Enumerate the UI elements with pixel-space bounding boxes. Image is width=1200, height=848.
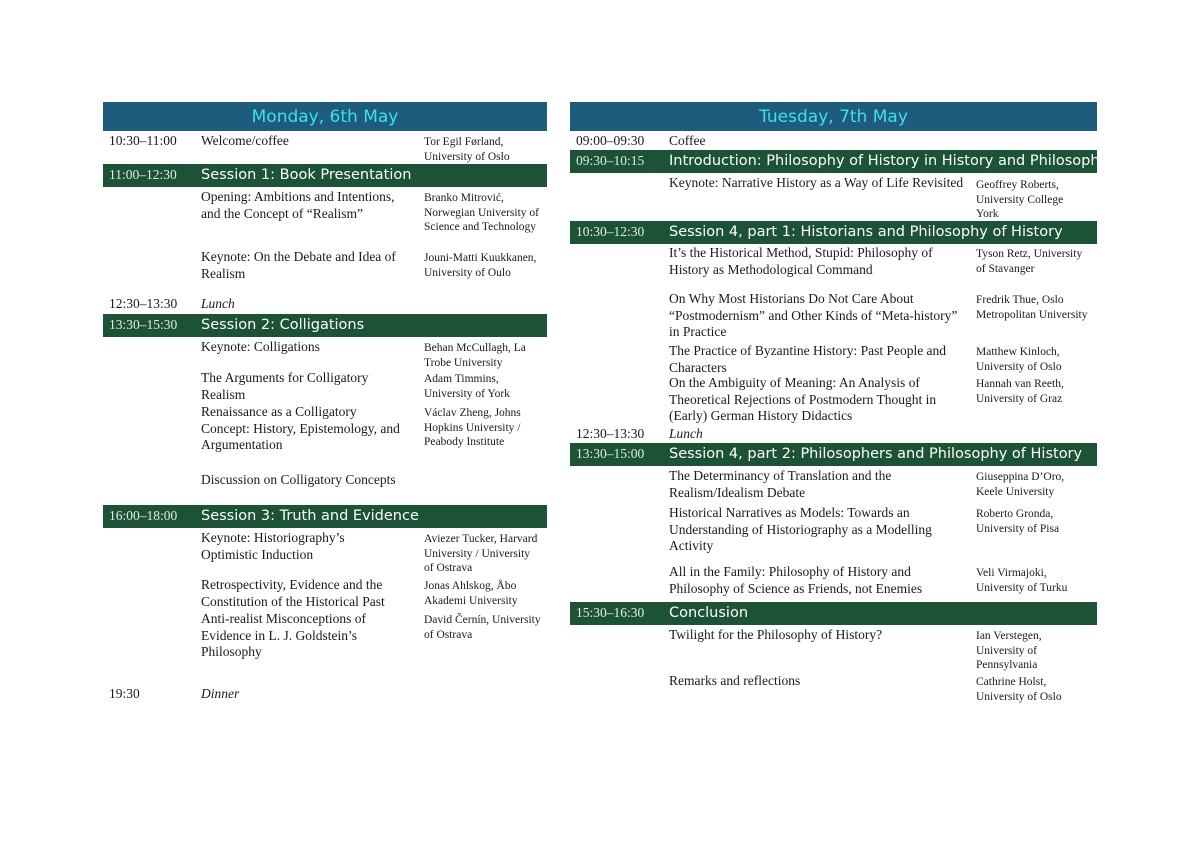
speaker: Tor Egil Førland, University of Oslo (424, 136, 510, 163)
speaker: Tyson Retz, University of Stavanger (976, 248, 1083, 275)
item-title: Historical Narratives as Models: Towards an Understanding of Historiography as a Modelling Activity (669, 505, 932, 553)
session-time: 09:30–10:15 (576, 153, 645, 168)
session-time: 15:30–16:30 (576, 605, 645, 620)
speaker: Hannah van Reeth, University of Graz (976, 378, 1064, 405)
speaker: Roberto Gronda, University of Pisa (976, 508, 1060, 535)
time-slot: 10:30–11:00 (109, 133, 177, 148)
session-header (570, 443, 1097, 466)
speaker: Cathrine Holst, University of Oslo (976, 676, 1062, 703)
speaker: Behan McCullagh, La Trobe University (424, 342, 526, 369)
item-title: Remarks and reflections (669, 673, 801, 688)
item-title: Opening: Ambitions and Intentions, and the Concept of “Realism” (201, 189, 395, 221)
session-time: 13:30–15:30 (109, 317, 178, 332)
session-time: 13:30–15:00 (576, 446, 645, 461)
item-title: The Practice of Byzantine History: Past People and Characters (669, 343, 947, 375)
item-title: The Determinancy of Translation and the Realism/Idealism Debate (669, 468, 892, 500)
item-title: Anti-realist Misconceptions of Evidence in L. J. Goldstein’s Philosophy (201, 611, 366, 659)
speaker: Ian Verstegen, University of Pennsylvania (976, 630, 1042, 671)
session-header (103, 314, 547, 337)
item-title: Twilight for the Philosophy of History? (669, 627, 883, 642)
speaker: Fredrik Thue, Oslo Metropolitan University (976, 294, 1088, 321)
speaker: Giuseppina D’Oro, Keele University (976, 471, 1065, 498)
day-heading: Tuesday, 7th May (570, 102, 1097, 131)
item-title: Keynote: Historiography’s Optimistic Induction (201, 530, 345, 562)
speaker: Matthew Kinloch, University of Oslo (976, 346, 1062, 373)
session-title: Session 1: Book Presentation (201, 167, 412, 183)
session-title: Session 2: Colligations (201, 317, 365, 333)
session-title: Session 4, part 1: Historians and Philosophy of History (669, 224, 1063, 240)
item-title: Welcome/coffee (201, 133, 289, 148)
monday-schedule (103, 102, 547, 701)
item-title: It’s the Historical Method, Stupid: Philosophy of History as Methodological Command (669, 245, 933, 277)
item-title: Keynote: On the Debate and Idea of Realism (201, 249, 396, 281)
speaker: Aviezer Tucker, Harvard University / University of Ostrava (424, 533, 538, 574)
item-title: Keynote: Narrative History as a Way of Life Revisited (669, 175, 964, 190)
speaker: Branko Mitrović, Norwegian University of Science and Technology (424, 192, 539, 233)
time-slot: 09:00–09:30 (576, 133, 645, 148)
session-time: 16:00–18:00 (109, 508, 178, 523)
item-title: On the Ambiguity of Meaning: An Analysis of Theoretical Rejections of Postmodern Thought in (Early) German History Didactics (669, 375, 937, 423)
item-title: Keynote: Colligations (201, 339, 320, 354)
session-time: 10:30–12:30 (576, 224, 645, 239)
time-slot: 12:30–13:30 (109, 296, 178, 311)
item-title: Lunch (669, 426, 703, 441)
session-title: Session 4, part 2: Philosophers and Philosophy of History (669, 446, 1083, 462)
session-title: Conclusion (669, 605, 749, 621)
item-title: Coffee (669, 133, 706, 148)
speaker: Jonas Ahlskog, Åbo Akademi University (424, 580, 518, 607)
speaker: Jouni-Matti Kuukkanen, University of Oulo (424, 252, 537, 279)
session-header (103, 505, 547, 528)
item-title: Dinner (201, 686, 240, 701)
session-header (570, 150, 1109, 173)
tuesday-schedule (570, 102, 1109, 703)
time-slot: 12:30–13:30 (576, 426, 645, 441)
item-title: All in the Family: Philosophy of History and Philosophy of Science as Friends, not Enemies (669, 564, 923, 596)
session-title: Introduction: Philosophy of History in History and Philosophy (669, 153, 1109, 169)
session-header (570, 602, 1097, 625)
session-header (570, 221, 1097, 244)
session-header (103, 164, 547, 187)
speaker: Václav Zheng, Johns Hopkins University / Peabody Institute (424, 407, 521, 448)
speaker: Geoffrey Roberts, University College York (976, 179, 1064, 220)
item-title: Discussion on Colligatory Concepts (201, 472, 396, 487)
item-title: The Arguments for Colligatory Realism (201, 370, 369, 402)
item-title: Retrospectivity, Evidence and the Constitution of the Historical Past (201, 577, 385, 609)
item-title: Renaissance as a Colligatory Concept: History, Epistemology, and Argumentation (201, 404, 400, 452)
day-heading: Monday, 6th May (103, 102, 547, 131)
speaker: David Černín, University of Ostrava (424, 614, 541, 641)
session-time: 11:00–12:30 (109, 167, 177, 182)
speaker: Adam Timmins, University of York (424, 373, 510, 400)
item-title: On Why Most Historians Do Not Care About “Postmodernism” and Other Kinds of “Meta-history” in Practice (669, 291, 958, 339)
session-title: Session 3: Truth and Evidence (201, 508, 419, 524)
speaker: Veli Virmajoki, University of Turku (976, 567, 1068, 594)
item-title: Lunch (201, 296, 235, 311)
time-slot: 19:30 (109, 686, 140, 701)
